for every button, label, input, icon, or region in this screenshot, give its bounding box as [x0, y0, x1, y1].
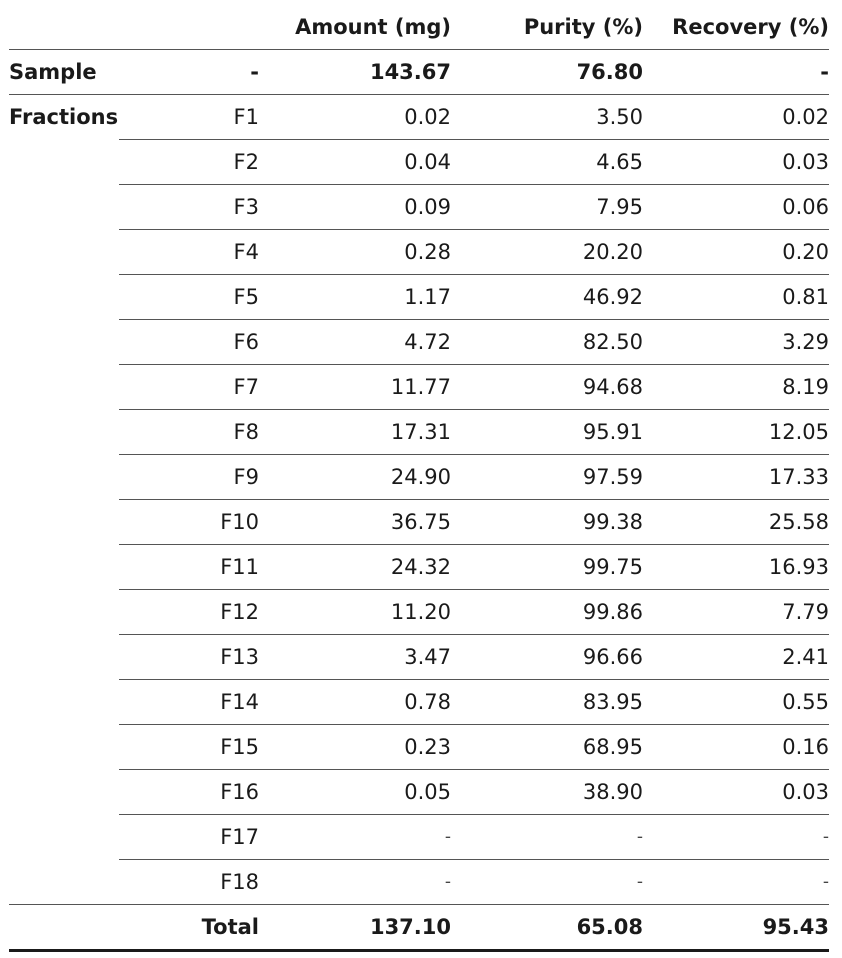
total-group-empty — [9, 905, 119, 951]
cell-recovery: - — [643, 815, 829, 860]
cell-amount: 0.02 — [259, 95, 451, 140]
fractions-label: Fractions — [9, 95, 119, 140]
table-row — [9, 95, 829, 140]
group-cell-empty — [9, 680, 119, 725]
cell-amount: 17.31 — [259, 410, 451, 455]
cell-fraction: F9 — [119, 455, 259, 500]
cell-fraction: F7 — [119, 365, 259, 410]
group-cell-empty — [9, 185, 119, 230]
total-recovery: 95.43 — [643, 905, 829, 951]
cell-amount: 0.23 — [259, 725, 451, 770]
group-cell-empty — [9, 320, 119, 365]
total-amount: 137.10 — [259, 905, 451, 951]
cell-fraction: F3 — [119, 185, 259, 230]
cell-recovery: 0.55 — [643, 680, 829, 725]
cell-recovery: 3.29 — [643, 320, 829, 365]
cell-recovery: 16.93 — [643, 545, 829, 590]
sample-recovery: - — [820, 60, 829, 84]
cell-purity: 97.59 — [451, 455, 643, 500]
group-cell-empty — [9, 275, 119, 320]
sample-row — [9, 50, 829, 95]
cell-amount: 11.20 — [259, 590, 451, 635]
table-row — [9, 545, 829, 590]
group-cell-empty — [9, 815, 119, 860]
cell-fraction: F10 — [119, 500, 259, 545]
table-row — [9, 500, 829, 545]
table-row — [9, 635, 829, 680]
cell-recovery: 0.02 — [643, 95, 829, 140]
cell-purity: 3.50 — [451, 95, 643, 140]
group-cell-empty — [9, 590, 119, 635]
cell-fraction: F4 — [119, 230, 259, 275]
cell-purity: 46.92 — [451, 275, 643, 320]
sample-label: Sample — [9, 60, 97, 84]
header-purity: Purity (%) — [451, 5, 643, 50]
cell-fraction: F6 — [119, 320, 259, 365]
cell-recovery: 0.81 — [643, 275, 829, 320]
cell-fraction: F15 — [119, 725, 259, 770]
sample-amount: 143.67 — [369, 60, 451, 84]
cell-recovery: 0.03 — [643, 770, 829, 815]
group-cell-empty — [9, 860, 119, 905]
cell-fraction: F8 — [119, 410, 259, 455]
cell-fraction: F12 — [119, 590, 259, 635]
cell-fraction: F17 — [119, 815, 259, 860]
cell-purity: 95.91 — [451, 410, 643, 455]
group-cell-empty — [9, 500, 119, 545]
cell-fraction: F13 — [119, 635, 259, 680]
cell-amount: - — [259, 815, 451, 860]
cell-recovery: 12.05 — [643, 410, 829, 455]
table-row — [9, 320, 829, 365]
cell-purity: 83.95 — [451, 680, 643, 725]
fractionation-table-container — [9, 5, 829, 952]
cell-fraction: F16 — [119, 770, 259, 815]
header-group — [9, 5, 119, 50]
cell-amount: - — [259, 860, 451, 905]
group-cell-empty — [9, 455, 119, 500]
cell-recovery: 8.19 — [643, 365, 829, 410]
cell-recovery: 0.20 — [643, 230, 829, 275]
table-row — [9, 860, 829, 905]
cell-purity: 96.66 — [451, 635, 643, 680]
group-cell-empty — [9, 140, 119, 185]
cell-purity: 20.20 — [451, 230, 643, 275]
cell-amount: 0.04 — [259, 140, 451, 185]
cell-fraction: F5 — [119, 275, 259, 320]
table-row — [9, 680, 829, 725]
table-row — [9, 815, 829, 860]
sample-purity: 76.80 — [576, 60, 643, 84]
total-row — [9, 905, 829, 951]
cell-amount: 4.72 — [259, 320, 451, 365]
cell-amount: 24.90 — [259, 455, 451, 500]
header-row — [9, 5, 829, 50]
cell-fraction: F2 — [119, 140, 259, 185]
table-row — [9, 230, 829, 275]
table-body — [9, 50, 829, 951]
table-row — [9, 725, 829, 770]
group-cell-empty — [9, 410, 119, 455]
group-cell-empty — [9, 365, 119, 410]
cell-amount: 36.75 — [259, 500, 451, 545]
cell-purity: - — [451, 860, 643, 905]
cell-amount: 0.78 — [259, 680, 451, 725]
table-row — [9, 590, 829, 635]
cell-amount: 0.28 — [259, 230, 451, 275]
header-recovery: Recovery (%) — [643, 5, 829, 50]
table-row — [9, 410, 829, 455]
header-amount: Amount (mg) — [259, 5, 451, 50]
table-row — [9, 455, 829, 500]
group-cell-empty — [9, 545, 119, 590]
table-row — [9, 140, 829, 185]
cell-amount: 3.47 — [259, 635, 451, 680]
cell-purity: 99.75 — [451, 545, 643, 590]
cell-purity: 99.38 — [451, 500, 643, 545]
table-header — [9, 5, 829, 50]
table-row — [9, 185, 829, 230]
cell-purity: 82.50 — [451, 320, 643, 365]
group-cell-empty — [9, 725, 119, 770]
cell-recovery: 2.41 — [643, 635, 829, 680]
table-row — [9, 770, 829, 815]
cell-amount: 24.32 — [259, 545, 451, 590]
table-row — [9, 275, 829, 320]
cell-purity: 4.65 — [451, 140, 643, 185]
cell-recovery: 0.06 — [643, 185, 829, 230]
cell-fraction: F1 — [119, 95, 259, 140]
total-purity: 65.08 — [451, 905, 643, 951]
group-cell-empty — [9, 230, 119, 275]
header-fraction — [119, 5, 259, 50]
sample-fraction: - — [250, 60, 259, 84]
cell-purity: 94.68 — [451, 365, 643, 410]
cell-recovery: 0.16 — [643, 725, 829, 770]
cell-purity: - — [451, 815, 643, 860]
fractionation-table — [9, 5, 829, 952]
cell-fraction: F14 — [119, 680, 259, 725]
cell-purity: 68.95 — [451, 725, 643, 770]
cell-purity: 99.86 — [451, 590, 643, 635]
cell-purity: 7.95 — [451, 185, 643, 230]
cell-fraction: F18 — [119, 860, 259, 905]
cell-amount: 0.05 — [259, 770, 451, 815]
total-label: Total — [119, 905, 259, 951]
cell-amount: 11.77 — [259, 365, 451, 410]
cell-recovery: 25.58 — [643, 500, 829, 545]
cell-recovery: 0.03 — [643, 140, 829, 185]
cell-amount: 0.09 — [259, 185, 451, 230]
cell-recovery: 17.33 — [643, 455, 829, 500]
cell-recovery: - — [643, 860, 829, 905]
group-cell-empty — [9, 635, 119, 680]
cell-amount: 1.17 — [259, 275, 451, 320]
table-row — [9, 365, 829, 410]
group-cell-empty — [9, 770, 119, 815]
cell-recovery: 7.79 — [643, 590, 829, 635]
cell-purity: 38.90 — [451, 770, 643, 815]
cell-fraction: F11 — [119, 545, 259, 590]
